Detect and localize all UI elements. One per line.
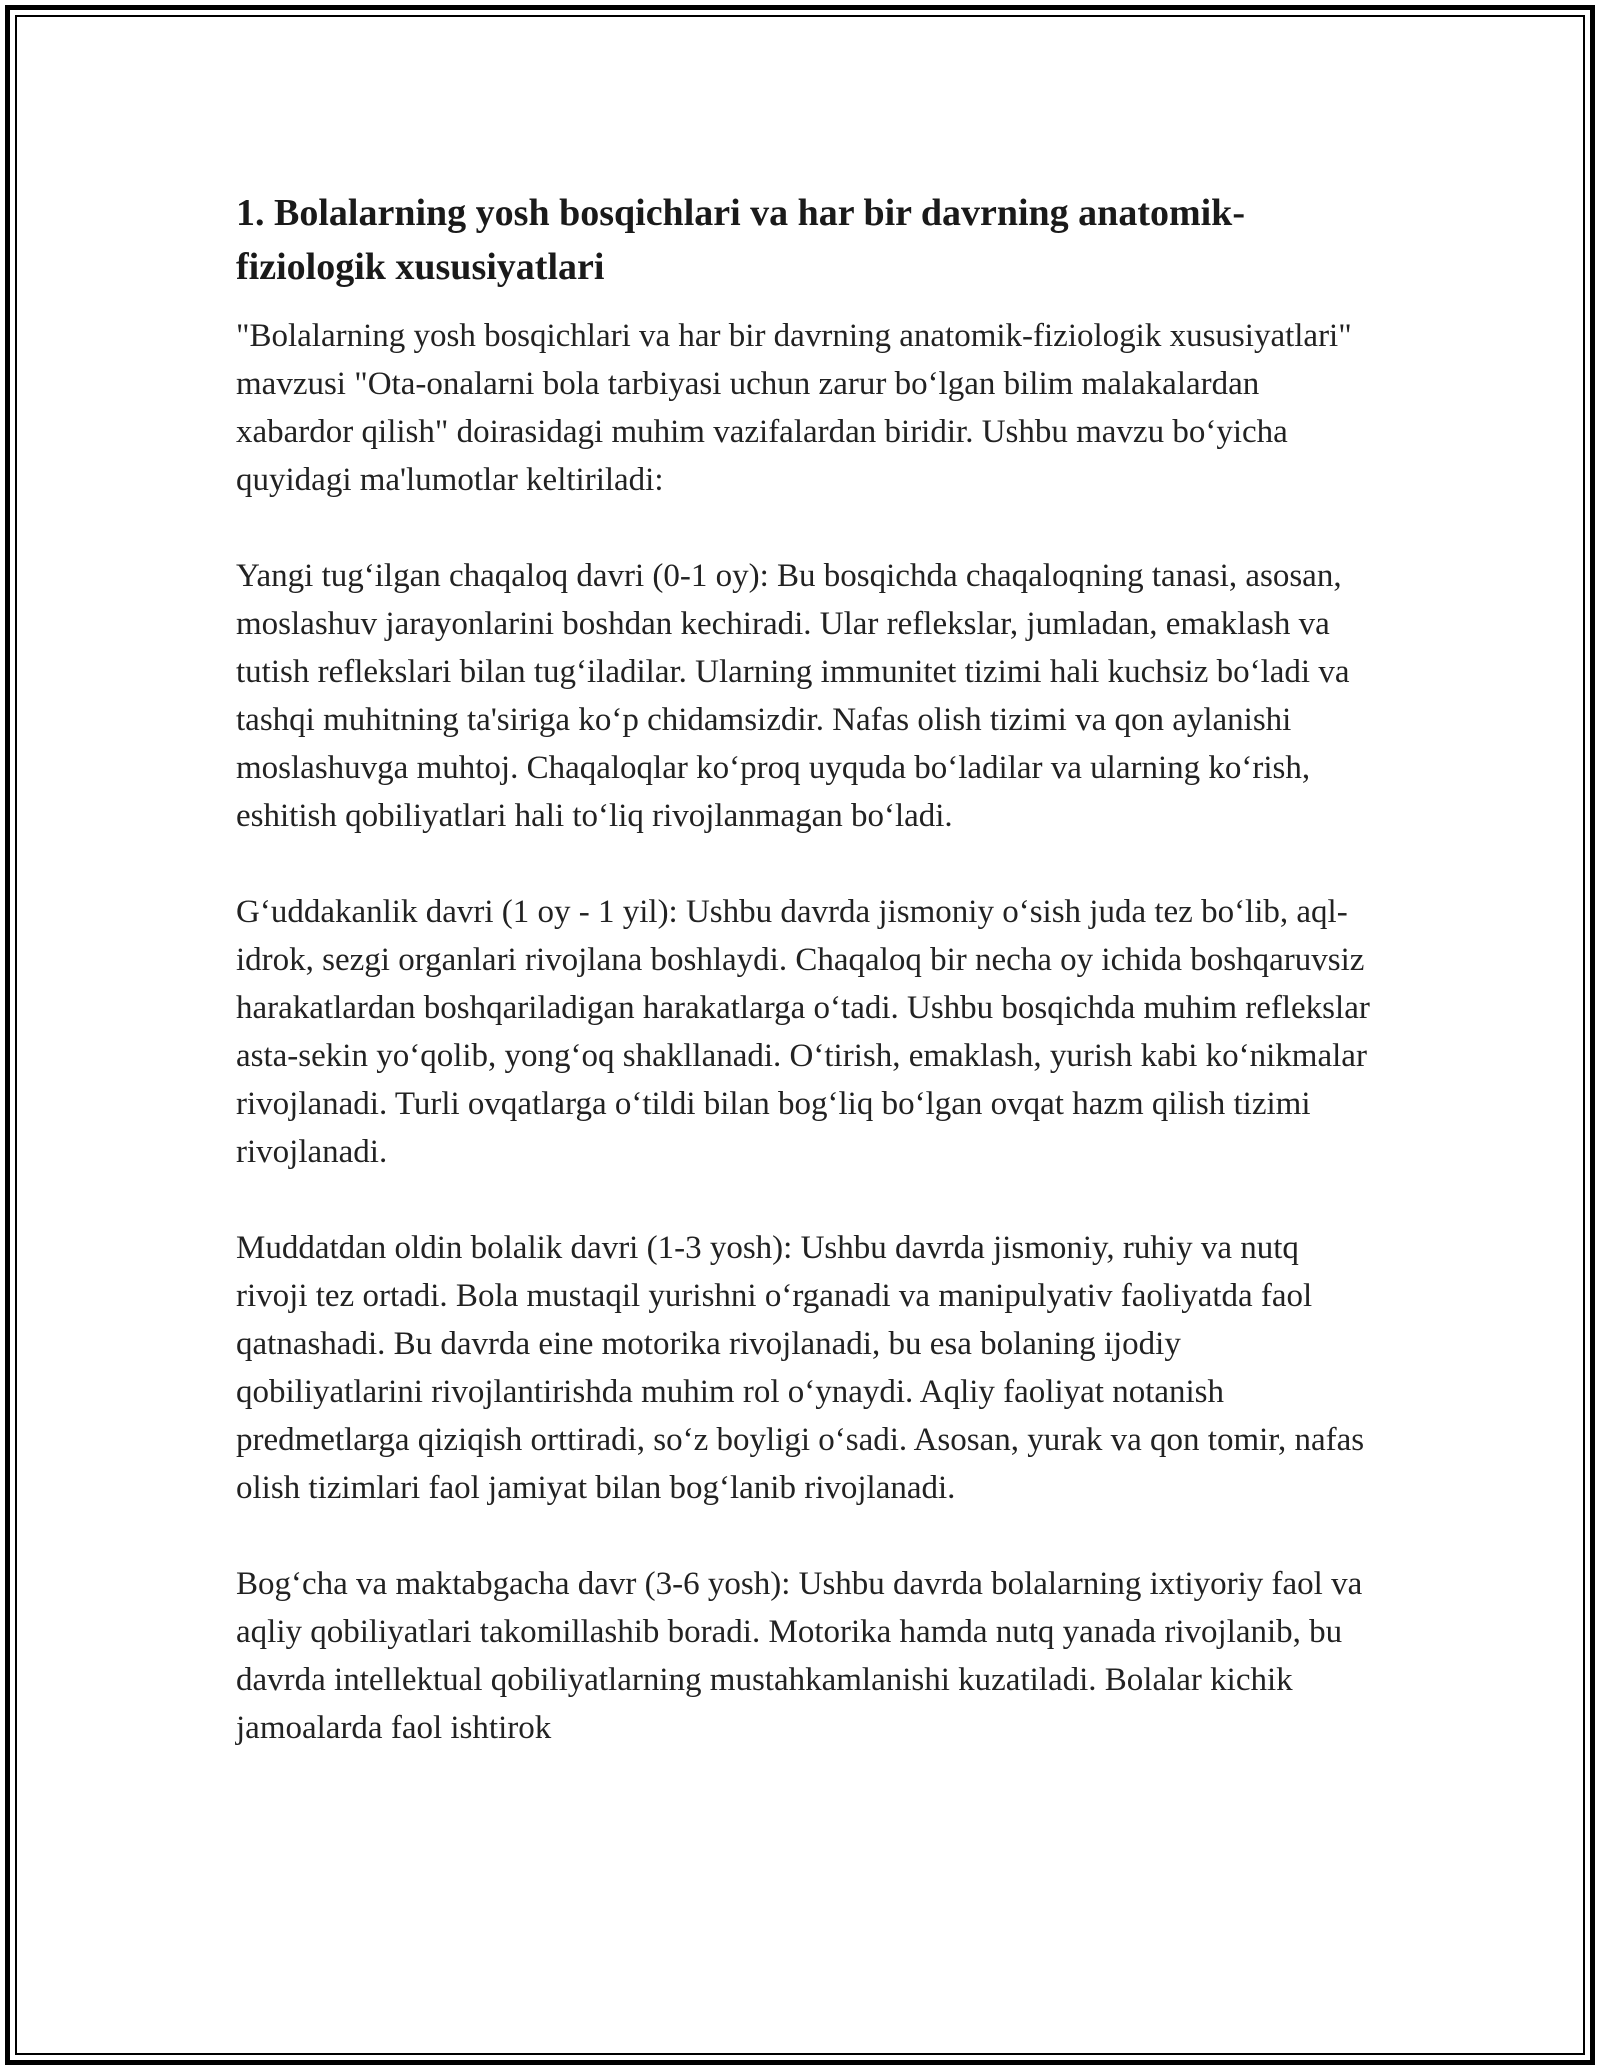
- intro-paragraph: "Bolalarning yosh bosqichlari va har bir davrning anatomik-fiziologik xususiyatlari" mavzusi "Ota-onalarni bola tarbiyasi uchun zarur bo‘lgan bilim malakalardan xabardor qilish" doirasidagi muhim vazifalardan biridir. Ushbu mavzu bo‘yicha quyidagi ma'lumotlar keltiriladi:: [236, 318, 1352, 498]
- section-heading: 1. Bolalarning yosh bosqichlari va har bir davrning anatomik-fiziologik xususiyatlari: [236, 192, 1245, 288]
- preschool-period-paragraph: Bog‘cha va maktabgacha davr (3-6 yosh): Ushbu davrda bolalarning ixtiyoriy faol va aqliy qobiliyatlari takomillashib boradi. Motorika hamda nutq yanada rivojlanib, bu davrda intellektual qobiliyatlarning mustahkamlanishi kuzatiladi. Bolalar kichik jamoalarda faol ishtirok: [236, 1566, 1363, 1746]
- infancy-period-paragraph: G‘uddakanlik davri (1 oy - 1 yil): Ushbu davrda jismoniy o‘sish juda tez bo‘lib, aql-idrok, sezgi organlari rivojlana boshlaydi. Chaqaloq bir necha oy ichida boshqaruvsiz harakatlardan boshqariladigan harakatlarga o‘tadi. Ushbu bosqichda muhim reflekslar asta-sekin yo‘qolib, yong‘oq shakllanadi. O‘tirish, emaklash, yurish kabi ko‘nikmalar rivojlanadi. Turli ovqatlarga o‘tildi bilan bog‘liq bo‘lgan ovqat hazm qilish tizimi rivojlanadi.: [236, 894, 1370, 1170]
- newborn-period-paragraph: Yangi tug‘ilgan chaqaloq davri (0-1 oy): Bu bosqichda chaqaloqning tanasi, asosan, moslashuv jarayonlarini boshdan kechiradi. Ular reflekslar, jumladan, emaklash va tutish reflekslari bilan tug‘iladilar. Ularning immunitet tizimi hali kuchsiz bo‘ladi va tashqi muhitning ta'siriga ko‘p chidamsizdir. Nafas olish tizimi va qon aylanishi moslashuvga muhtoj. Chaqaloqlar ko‘proq uyquda bo‘ladilar va ularning ko‘rish, eshitish qobiliyatlari hali to‘liq rivojlanmagan bo‘ladi.: [236, 558, 1350, 834]
- document-body: [236, 186, 1376, 1800]
- early-childhood-paragraph: Muddatdan oldin bolalik davri (1-3 yosh): Ushbu davrda jismoniy, ruhiy va nutq rivoji tez ortadi. Bola mustaqil yurishni o‘rganadi va manipulyativ faoliyatda faol qatnashadi. Bu davrda eine motorika rivojlanadi, bu esa bolaning ijodiy qobiliyatlarini rivojlantirishda muhim rol o‘ynaydi. Aqliy faoliyat notanish predmetlarga qiziqish orttiradi, so‘z boyligi o‘sadi. Asosan, yurak va qon tomir, nafas olish tizimlari faol jamiyat bilan bog‘lanib rivojlanadi.: [236, 1230, 1365, 1506]
